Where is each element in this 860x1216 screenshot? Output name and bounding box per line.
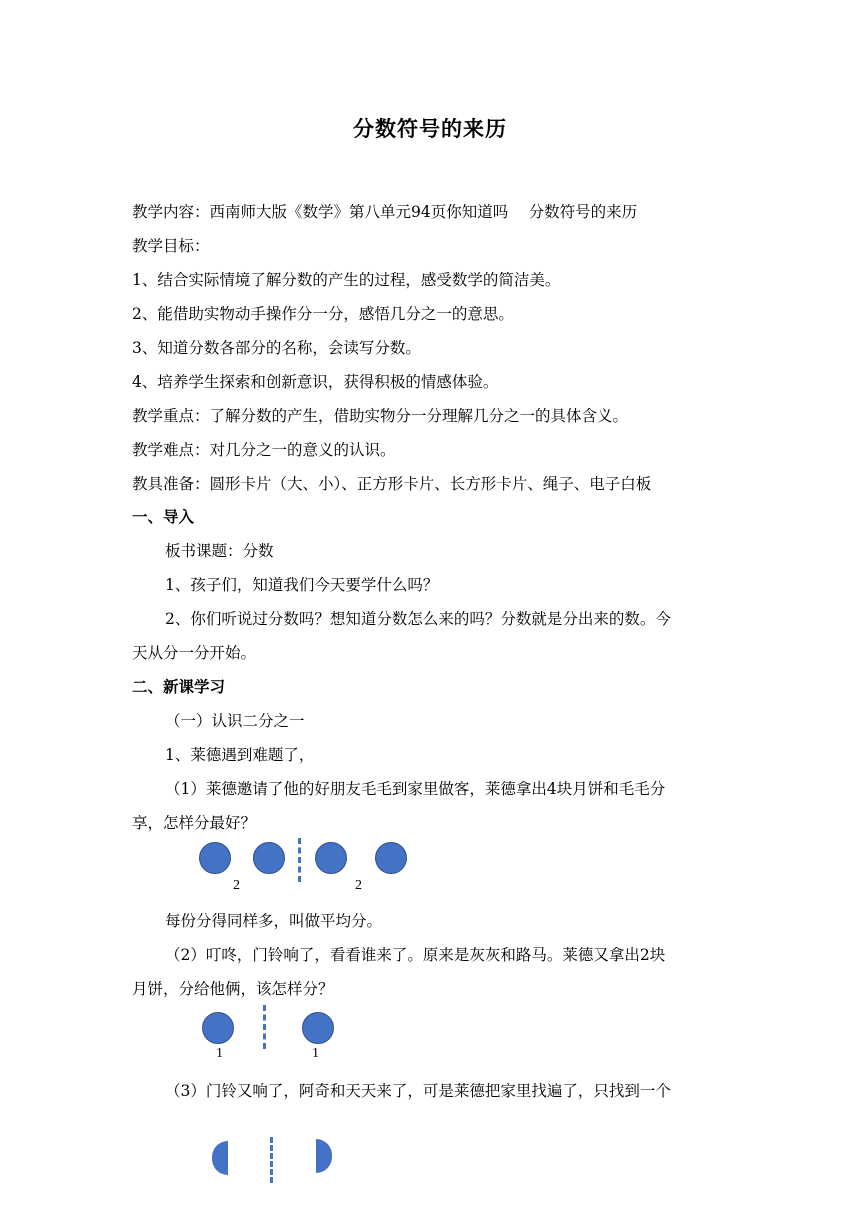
sub-heading-1: （一）认识二分之一	[165, 712, 305, 730]
share-count-label: 2	[233, 878, 240, 893]
mooncake-circle	[302, 1012, 334, 1044]
board-title: 板书课题：分数	[165, 542, 274, 560]
paragraph-3: （3）门铃又响了，阿奇和天天来了，可是莱德把家里找遍了，只找到一个	[165, 1082, 671, 1100]
teaching-content: 教学内容：西南师大版《数学》第八单元94页你知道吗 分数符号的来历	[132, 203, 638, 221]
paragraph-1: （1）莱德邀请了他的好朋友毛毛到家里做客，莱德拿出4块月饼和毛毛分	[165, 780, 666, 798]
divider-dashed-line	[270, 1137, 273, 1183]
mooncake-circle	[199, 842, 231, 874]
divider-dashed-line	[263, 1005, 266, 1049]
section1-heading: 一、导入	[132, 507, 195, 526]
half-mooncake-left	[212, 1141, 228, 1175]
goal-item: 4、培养学生探索和创新意识，获得积极的情感体验。	[132, 373, 499, 391]
divider-dashed-line	[298, 838, 301, 882]
half-mooncake-right	[316, 1139, 332, 1173]
question-2-cont: 天从分一分开始。	[132, 644, 257, 662]
goal-item: 3、知道分数各部分的名称，会读写分数。	[132, 339, 421, 357]
share-count-label: 1	[216, 1046, 223, 1061]
question-1: 1、孩子们，知道我们今天要学什么吗？	[165, 576, 439, 594]
paragraph-2-cont: 月饼，分给他俩，该怎样分？	[132, 980, 334, 998]
key-point: 教学重点：了解分数的产生，借助实物分一分理解几分之一的具体含义。	[132, 407, 629, 425]
tools: 教具准备：圆形卡片（大、小）、正方形卡片、长方形卡片、绳子、电子白板	[132, 475, 652, 493]
mooncake-circle	[315, 842, 347, 874]
question-2: 2、你们听说过分数吗？想知道分数怎么来的吗？分数就是分出来的数。今	[165, 610, 671, 628]
goal-item: 2、能借助实物动手操作分一分，感悟几分之一的意思。	[132, 305, 514, 323]
mooncake-circle	[253, 842, 285, 874]
paragraph-1-cont: 享，怎样分最好？	[132, 814, 257, 832]
mooncake-circle	[202, 1012, 234, 1044]
goal-item: 1、结合实际情境了解分数的产生的过程，感受数学的简洁美。	[132, 271, 561, 289]
paragraph-2: （2）叮咚，门铃响了，看看谁来了。原来是灰灰和路马。莱德又拿出2块	[165, 946, 666, 964]
document-title: 分数符号的来历	[353, 116, 507, 141]
section2-heading: 二、新课学习	[132, 677, 226, 696]
goals-label: 教学目标：	[132, 237, 210, 255]
mooncake-circle	[375, 842, 407, 874]
difficulty: 教学难点：对几分之一的意义的认识。	[132, 441, 396, 459]
average-note: 每份分得同样多，叫做平均分。	[165, 912, 383, 930]
share-count-label: 2	[355, 878, 362, 893]
item-1: 1、莱德遇到难题了，	[165, 746, 315, 764]
share-count-label: 1	[312, 1046, 319, 1061]
